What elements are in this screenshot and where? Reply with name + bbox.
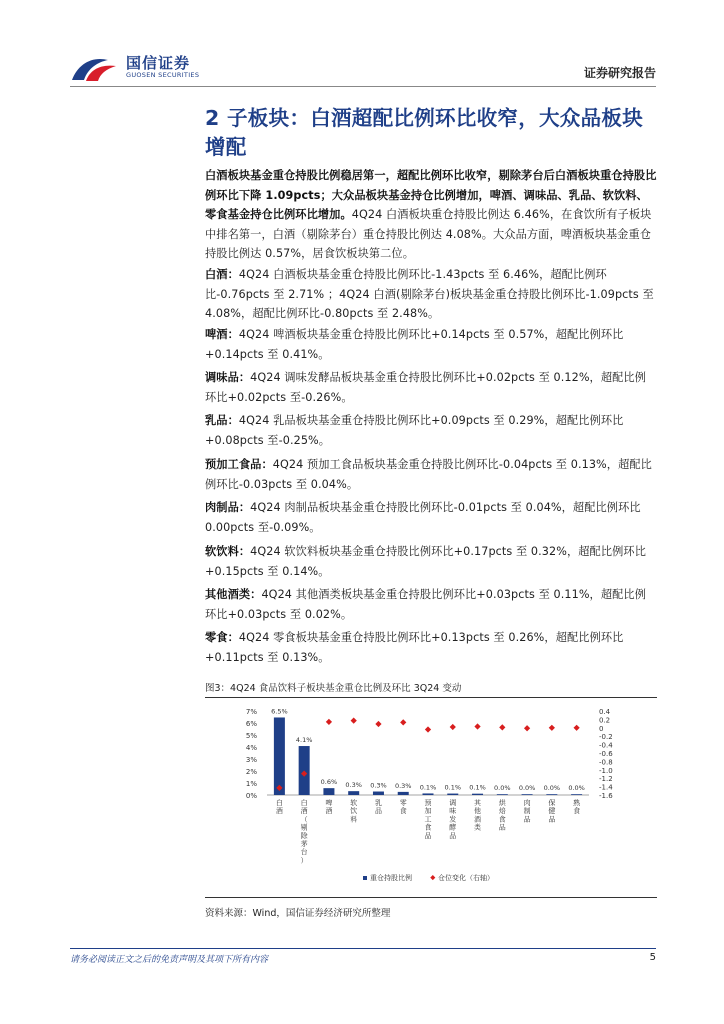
category-label-char: 品	[424, 831, 432, 840]
category-label-char: 料	[350, 815, 358, 824]
right-axis-tick-label: -0.8	[599, 758, 613, 767]
figure-bottom-rule	[205, 897, 657, 898]
bar-value-label: 0.3%	[345, 781, 362, 790]
category-label-char: 茅	[300, 840, 308, 848]
category-label-char: 品	[374, 807, 382, 816]
category-label-char: 健	[548, 807, 556, 816]
category-label-char: 品	[548, 815, 556, 824]
category-label-char: 他	[474, 807, 482, 816]
header-divider	[70, 86, 656, 87]
paragraph-lead: 零食：	[205, 631, 239, 644]
paragraph-text: 4Q24 乳品板块基金重仓持股比例环比+0.09pcts 至 0.29%，超配比例环比+0.08pcts 至-0.25%。	[205, 414, 624, 447]
right-axis-tick-label: -1.2	[599, 775, 613, 784]
right-axis-tick-label: -1.0	[599, 766, 613, 775]
footer-divider	[70, 948, 656, 949]
paragraph-text: 4Q24 调味发酵品板块基金重仓持股比例环比+0.02pcts 至 0.12%，超配比例环比+0.02pcts 至-0.26%。	[205, 371, 646, 404]
category-label-char: 品	[498, 823, 506, 832]
category-label-char: 软	[350, 799, 358, 807]
left-axis-tick-label: 6%	[245, 720, 257, 728]
section-title: 2 子板块：白酒超配比例环比收窄，大众品板块增配	[205, 106, 643, 159]
category-label-char: 品	[449, 831, 457, 840]
paragraph-lead: 调味品：	[205, 371, 251, 384]
change-marker	[524, 725, 530, 731]
change-marker	[400, 719, 406, 725]
legend-bar-swatch	[363, 876, 367, 880]
left-axis-tick-label: 7%	[245, 708, 257, 716]
category-label-char: ）	[300, 856, 308, 865]
right-axis-tick-label: -1.6	[599, 792, 613, 800]
page-number: 5	[649, 952, 656, 963]
right-axis-tick-label: 0.2	[599, 716, 611, 725]
legend-marker-label: 仓位变化（右轴）	[438, 874, 494, 882]
legend-bar-label: 重仓持股比例	[370, 874, 412, 882]
category-label-char: 肉	[523, 799, 531, 807]
left-axis-tick-label: 2%	[245, 768, 257, 776]
bar	[423, 793, 434, 795]
paragraph-text: 4Q24 软饮料板块基金重仓持股比例环比+0.17pcts 至 0.32%，超配比例环比+0.15pcts 至 0.14%。	[205, 545, 646, 578]
bar-value-label: 0.0%	[543, 784, 561, 793]
bar	[447, 794, 458, 795]
bar	[398, 792, 409, 795]
beer-paragraph	[205, 325, 657, 364]
bar-value-label: 0.1%	[419, 783, 437, 792]
bar-value-label: 6.5%	[271, 707, 288, 716]
meat-paragraph	[205, 498, 657, 537]
condiment-paragraph	[205, 368, 657, 407]
category-label-char: 剔	[300, 823, 308, 832]
bar	[472, 794, 483, 795]
category-label-char: 白	[300, 799, 308, 807]
figure-top-rule	[205, 697, 657, 698]
paragraph-text: 4Q24 预加工食品板块基金重仓持股比例环比-0.04pcts 至 0.13%，超配比例环比-0.03pcts 至 0.04%。	[205, 458, 652, 491]
bar	[348, 791, 359, 795]
bar	[274, 717, 285, 795]
snack-paragraph	[205, 628, 657, 667]
holding-ratio-chart	[205, 699, 657, 895]
category-label-char: 熟	[573, 799, 581, 807]
category-label-char: （	[300, 815, 308, 824]
other-liquor-paragraph	[205, 585, 657, 624]
category-label-char: 发	[449, 815, 457, 824]
change-marker	[351, 718, 357, 724]
change-marker	[574, 725, 580, 731]
summary-paragraph	[205, 166, 657, 264]
paragraph-lead: 白酒：	[205, 268, 239, 281]
change-marker	[425, 726, 431, 732]
category-label-char: 品	[523, 815, 531, 824]
category-label-char: 保	[548, 799, 556, 807]
logo-english-name: GUOSEN SECURITIES	[126, 71, 200, 79]
category-label-char: 焙	[498, 807, 506, 816]
paragraph-text: 4Q24 白酒板块基金重仓持股比例环比-1.43pcts 至 6.46%，超配比例环比-0.76pcts 至 2.71% ；4Q24 白酒(剔除茅台)板块基金重仓持股比例环比-1.09pcts 至 4.08%，超配比例环比-0.80pcts 至 2.48%。	[205, 268, 654, 320]
category-label-char: 加	[424, 807, 432, 816]
right-axis-tick-label: -0.2	[599, 733, 613, 742]
right-axis-tick-label: 0	[599, 724, 604, 733]
category-label-char: 零	[399, 799, 407, 807]
bar-value-label: 0.0%	[518, 784, 536, 793]
change-marker	[450, 724, 456, 730]
report-type-label: 证券研究报告	[583, 66, 656, 80]
legend-marker-swatch	[430, 875, 435, 880]
category-label-char: 乳	[374, 799, 382, 807]
category-label-char: 除	[300, 831, 308, 840]
soft-drink-paragraph	[205, 542, 657, 581]
bar	[323, 788, 334, 795]
category-label-char: 烘	[498, 799, 506, 807]
bar-value-label: 0.1%	[469, 783, 486, 792]
category-label-char: 食	[399, 807, 407, 816]
paragraph-lead: 白酒板块基金重仓持股比例稳居第一，超配比例环比收窄，剔除茅台后白酒板块重仓持股比例环比下降 1.09pcts；大众品板块基金持仓比例增加，啤酒、调味品、乳品、软饮料、零食基金持仓比例环比增加。	[205, 169, 657, 221]
category-label-char: 台	[300, 848, 308, 857]
category-label-char: 白	[275, 799, 283, 807]
category-label-char: 调	[449, 799, 457, 807]
left-axis-tick-label: 5%	[245, 732, 257, 740]
right-axis-tick-label: 0.4	[599, 708, 611, 716]
category-label-char: 味	[449, 807, 457, 816]
bar-value-label: 0.3%	[370, 781, 387, 790]
right-axis-tick-label: -0.4	[599, 741, 613, 750]
category-label-char: 啤	[325, 799, 333, 807]
logo-chinese-name: 国信证券	[126, 54, 191, 72]
category-label-char: 制	[523, 807, 531, 816]
bar	[546, 794, 557, 795]
paragraph-text: 4Q24 啤酒板块基金重仓持股比例环比+0.14pcts 至 0.57%，超配比例环比+0.14pcts 至 0.41%。	[205, 328, 624, 361]
change-marker	[499, 724, 505, 730]
baijiu-paragraph	[205, 265, 657, 324]
bar-value-label: 0.6%	[320, 778, 338, 787]
category-label-char: 食	[573, 807, 581, 816]
figure-caption: 图3：4Q24 食品饮料子板块基金重仓比例及环比 3Q24 变动	[205, 683, 462, 694]
bar-value-label: 4.1%	[295, 736, 313, 745]
bar	[522, 794, 533, 795]
paragraph-text: 4Q24 白酒板块重仓持股比例达 6.46%，在食饮所有子板块中排名第一，白酒（剔除茅台）重仓持股比例达 4.08%。大众品方面，啤酒板块基金重仓持股比例达 0.57%，居食饮板块第二位。	[205, 208, 652, 260]
category-label-char: 类	[474, 823, 482, 832]
bar	[373, 792, 384, 795]
category-label-char: 酒	[474, 815, 482, 824]
figure-source: 资料来源：Wind，国信证券经济研究所整理	[205, 908, 391, 919]
category-label-char: 其	[474, 799, 482, 807]
category-label-char: 工	[424, 815, 432, 824]
left-axis-tick-label: 3%	[245, 756, 257, 764]
bar	[497, 794, 508, 795]
right-axis-tick-label: -0.6	[599, 750, 613, 758]
left-axis-tick-label: 0%	[245, 792, 257, 800]
paragraph-lead: 乳品：	[205, 414, 239, 427]
paragraph-lead: 软饮料：	[205, 545, 251, 558]
paragraph-lead: 预加工食品：	[205, 458, 273, 471]
change-marker	[326, 719, 332, 725]
right-axis-tick-label: -1.4	[599, 783, 613, 792]
guosen-logo-icon	[70, 50, 118, 86]
bar-value-label: 0.3%	[394, 781, 412, 790]
paragraph-lead: 啤酒：	[205, 328, 239, 341]
bar-value-label: 0.0%	[494, 784, 511, 793]
page-header	[70, 46, 656, 86]
category-label-char: 酒	[275, 807, 283, 816]
category-label-char: 食	[424, 823, 432, 832]
prepared-food-paragraph	[205, 455, 657, 494]
paragraph-text: 4Q24 零食板块基金重仓持股比例环比+0.13pcts 至 0.26%，超配比例环比+0.11pcts 至 0.13%。	[205, 631, 624, 664]
change-marker	[375, 721, 381, 727]
change-marker	[474, 723, 480, 729]
bar-value-label: 0.0%	[568, 784, 585, 793]
category-label-char: 食	[498, 815, 506, 824]
footer-disclaimer: 请务必阅读正文之后的免责声明及其项下所有内容	[70, 955, 269, 965]
paragraph-text: 4Q24 肉制品板块基金重仓持股比例环比-0.01pcts 至 0.04%，超配比例环比 0.00pcts 至-0.09%。	[205, 501, 641, 534]
category-label-char: 酒	[300, 807, 308, 816]
left-axis-tick-label: 4%	[245, 744, 257, 752]
category-label-char: 预	[424, 799, 432, 807]
paragraph-lead: 肉制品：	[205, 501, 251, 514]
category-label-char: 酒	[325, 807, 333, 816]
category-label-char: 饮	[350, 807, 358, 816]
paragraph-lead: 其他酒类：	[205, 588, 262, 601]
category-label-char: 酵	[449, 823, 457, 832]
dairy-paragraph	[205, 411, 657, 450]
paragraph-text: 4Q24 其他酒类板块基金重仓持股比例环比+0.03pcts 至 0.11%，超配比例环比+0.03pcts 至 0.02%。	[205, 588, 646, 621]
bar-value-label: 0.1%	[444, 783, 462, 792]
left-axis-tick-label: 1%	[245, 780, 257, 788]
change-marker	[549, 725, 555, 731]
bar	[571, 794, 582, 795]
